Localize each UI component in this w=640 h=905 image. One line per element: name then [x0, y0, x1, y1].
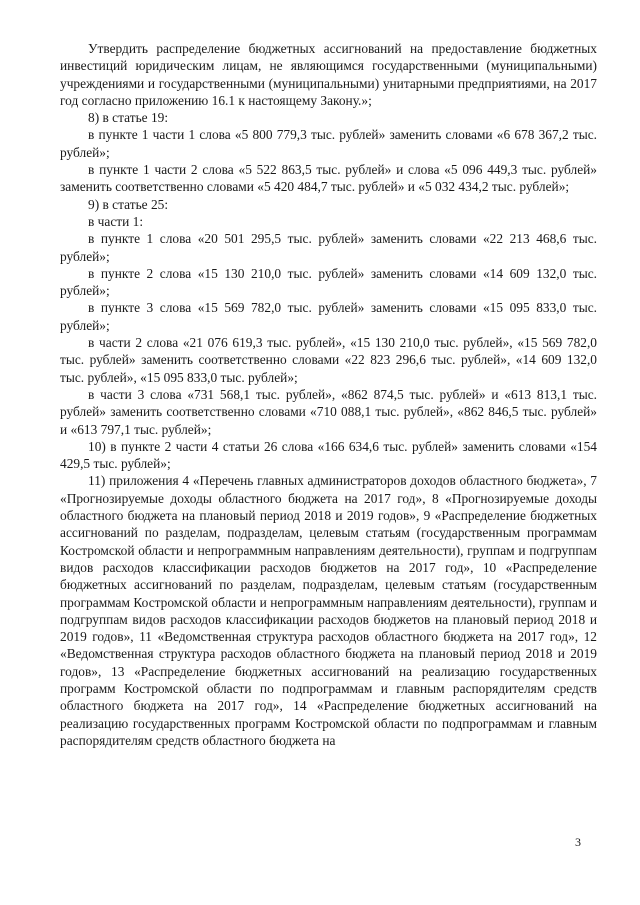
paragraph-article-19-part-1: в пункте 1 части 1 слова «5 800 779,3 тыс. рублей» заменить словами «6 678 367,2 тыс. рублей»;	[60, 127, 597, 160]
paragraph-item-8: 8) в статье 19:	[88, 110, 169, 126]
paragraph-item-9: 9) в статье 25:	[88, 196, 169, 212]
paragraph-point-2: в пункте 2 слова «15 130 210,0 тыс. рублей» заменить словами «14 609 132,0 тыс. рублей»;	[60, 265, 597, 299]
paragraph-part-2: в части 2 слова «21 076 619,3 тыс. рублей», «15 130 210,0 тыс. рублей», «15 569 782,0 тыс. рублей» заменить соответственно словами «22 823 296,6 тыс. рублей», «14 609 132,0 тыс. рублей», «15 095 833,0 тыс. рублей»;	[60, 335, 597, 385]
paragraph-point-1: в пункте 1 слова «20 501 295,5 тыс. рублей» заменить словами «22 213 468,6 тыс. рублей»;	[60, 231, 597, 264]
paragraph-item-10: 10) в пункте 2 части 4 статьи 26 слова «166 634,6 тыс. рублей» заменить словами «154 429,5 тыс. рублей»;	[60, 438, 597, 472]
paragraph-part-3: в части 3 слова «731 568,1 тыс. рублей», «862 874,5 тыс. рублей» и «613 813,1 тыс. рублей» заменить соответственно словами «710 088,1 тыс. рублей», «862 846,5 тыс. рублей» и «613 797,1 тыс. рублей»;	[60, 386, 597, 437]
paragraph-item-11: 11) приложения 4 «Перечень главных администраторов доходов областного бюджета», 7 «Прогнозируемые доходы областного бюджета на 2017 год», 8 «Прогнозируемые доходы областного бюджета на плановый период 2018 и 2019 годов», 9 «Распределение бюджетных ассигнований по разделам, подразделам, целевым статьям (государственным программам Костромской области и непрограммным направлениям деятельности), группам и подгруппам видов расходов классификации расходов бюджетов на 2017 год», 10 «Распределение бюджетных ассигнований по разделам, подразделам, целевым статьям (государственным программам Костромской области и непрограммным направлениям деятельности), группам и подгруппам видов расходов классификации расходов бюджетов на плановый период 2018 и 2019 годов», 11 «Ведомственная структура расходов областного бюджета на 2017 год», 12 «Ведомственная структура расходов областного бюджета на плановый период 2018 и 2019 годов», 13 «Распределение бюджетных ассигнований на реализацию государственных программ Костромской области по подпрограммам и главным распорядителям средств областного бюджета на 2017 год», 14 «Распределение бюджетных ассигнований на реализацию государственных программ Костромской области по подпрограммам и главным распорядителям средств областного бюджета на	[60, 473, 597, 748]
document-body	[60, 40, 597, 749]
paragraph-article-19-part-2: в пункте 1 части 2 слова «5 522 863,5 тыс. рублей» и слова «5 096 449,3 тыс. рублей» заменить соответственно словами «5 420 484,7 тыс. рублей» и «5 032 434,2 тыс. рублей»;	[60, 162, 597, 195]
paragraph-approve-allocation: Утвердить распределение бюджетных ассигнований на предоставление бюджетных инвестиций юридическим лицам, не являющимся государственными (муниципальными) учреждениями и государственными (муниципальными) унитарными предприятиями, на 2017 год согласно приложению 16.1 к настоящему Закону.»;	[60, 41, 597, 108]
page-number: 3	[575, 835, 581, 849]
paragraph-part-1: в части 1:	[88, 213, 144, 229]
paragraph-point-3: в пункте 3 слова «15 569 782,0 тыс. рублей» заменить словами «15 095 833,0 тыс. рублей»;	[60, 300, 597, 333]
